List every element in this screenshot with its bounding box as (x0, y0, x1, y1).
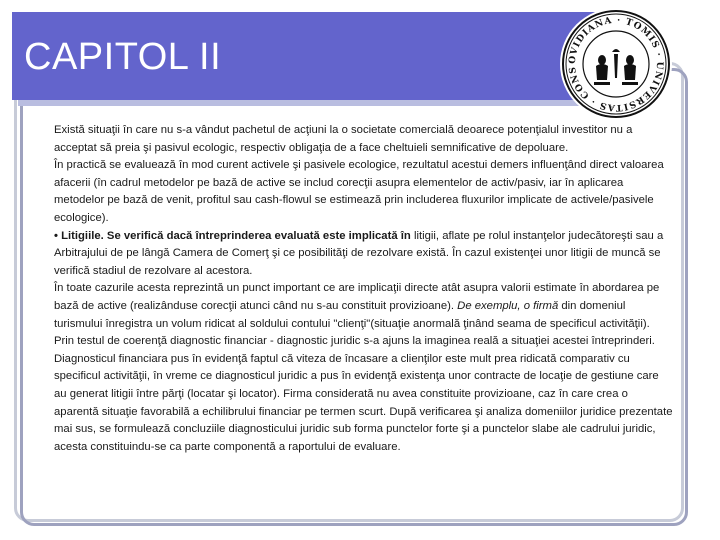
paragraph-ecological-liabilities: Există situaţii în care nu s-a vândut pachetul de acţiuni la o societate comercială deoarece potenţialul investitor nu a acceptat să preia şi pasivul ecologic, respectiv obligaţia de a face cheltuieli semnificative de depoluare. (54, 124, 633, 154)
paragraph-practice-evaluation: În practică se evaluează în mod curent activele şi pasivele ecologice, rezultatul acestui demers influenţând direct valoarea afacerii (în cadrul metodelor pe bază de active se includ corecţii asupra elementelor de activ/pasiv, iar în aplicarea metodelor pe bază de venit, profitul sau cash-flowul se estimează prin includerea fluxurilor implicate de activele/pasivele ecologice). (54, 159, 664, 224)
implications-text-end: din domeniul turismului înregistra un volum ridicat al soldului contului "clienţi"(situaţie anormală ţinând seama de specificul activităţii). (54, 299, 650, 330)
litigation-text: litigii, aflate pe rolul instanţelor judecătoreşti sau a Arbitrajului de pe lângă Camera de Comerţ şi ce posibilităţi de rezolvare există. În cazul existenţei unor litigii de muncă se verifică stadiul de rezolvare al acestora. (54, 229, 664, 277)
paragraph-coherence-test: Prin testul de coerenţă diagnostic financiar - diagnostic juridic s-a ajuns la imaginea reală a situaţiei acestei întreprinderi. Diagnosticul financiara pus în evidenţă faptul că viteza de încasare a clienţilor este mult prea ridicată comparativ cu specificul activităţii, în vreme ce diagnosticul juridic a pus în evidenţă existenţa unor contracte de locaţie de gestiune care au generat litigii între părţi (locatar şi locator). Firma considerată nu avea constituite provizioane, caz în care crea o aparentă situaţie favorabilă a echilibrului financiar pe termen scurt. După verificarea şi analiza domeniilor juridice prezentate mai sus, se formulează concluziile diagnosticului juridic sub forma punctelor forte şi a punctelor slabe ale cadrului juridic, acesta constituindu-se ca parte componentă a raportului de evaluare. (54, 335, 673, 453)
implications-example: De exemplu, o firmă (457, 299, 559, 312)
svg-text:OVIDIANA · TOMIS · UNIVERSITAS: OVIDIANA · TOMIS · UNIVERSITAS · CONS (567, 15, 665, 113)
title-bar (12, 12, 606, 100)
paragraph-litigation (54, 228, 674, 281)
paragraph-implications (54, 280, 674, 333)
university-seal-logo (560, 8, 672, 120)
litigation-heading: • Litigiile. Se verifică dacă întreprinderea evaluată este implicată în (54, 229, 411, 242)
university-seal-icon (560, 8, 672, 120)
slide-body (54, 122, 674, 456)
implications-text: În toate cazurile acesta reprezintă un punct important ce are implicaţii directe atât asupra valorii estimate în abordarea pe bază de active (realizânduse corecţii atunci când nu s-au constituit provizioane). (54, 282, 660, 312)
slide-title: CAPITOL II (24, 36, 222, 78)
